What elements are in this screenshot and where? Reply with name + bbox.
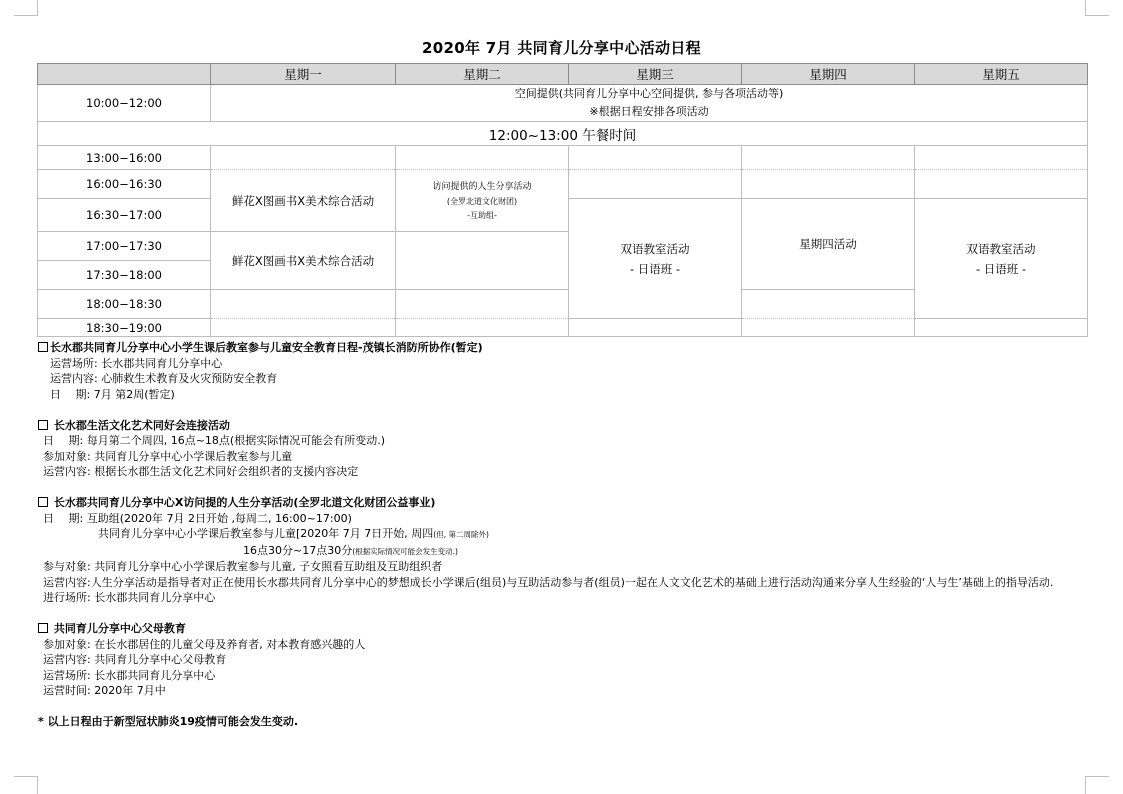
section-heading: 长水郡共同育儿分享中心小学生课后教室参与儿童安全教育日程-茂镇长消防所协作(暂定) [38, 340, 1098, 356]
table-row [38, 146, 1088, 170]
empty-cell [211, 290, 396, 319]
tuesday-activity-group: -互助组- [467, 210, 497, 220]
empty-cell [915, 170, 1088, 199]
wednesday-activity-title: 双语教室活动 [620, 241, 690, 256]
checkbox-square-icon [38, 623, 48, 633]
time-cell: 10:00−12:00 [38, 85, 211, 122]
empty-cell [396, 232, 569, 290]
empty-cell [211, 319, 396, 337]
empty-cell [569, 146, 742, 170]
schedule-table [37, 63, 1088, 337]
table-row [38, 319, 1088, 337]
note-line: 运营内容: 根据长水郡生活文化艺术同好会组织者的支援内容决定 [43, 465, 359, 478]
wednesday-activity-class: - 日语班 - [629, 261, 681, 276]
note-line: 参加对象: 共同育儿分享中心小学课后教室参与儿童 [43, 449, 293, 463]
section-heading: 共同育儿分享中心父母教育 [38, 621, 1098, 637]
empty-cell [396, 146, 569, 170]
empty-cell [211, 146, 396, 170]
notes-section [38, 340, 1098, 730]
empty-cell [742, 319, 915, 337]
time-cell: 16:00−16:30 [38, 170, 211, 199]
checkbox-square-icon [38, 420, 48, 430]
section-heading: 长水郡生活文化艺术同好会连接活动 [38, 418, 1098, 434]
empty-cell [915, 319, 1088, 337]
empty-cell [569, 319, 742, 337]
table-row [38, 122, 1088, 146]
friday-activity-cell [915, 199, 1088, 319]
friday-activity-class: - 日语班 - [975, 261, 1027, 276]
empty-cell [742, 170, 915, 199]
morning-line-2: ※根据日程安排各项活动 [589, 105, 709, 118]
note-line: 日 期: 每月第二个周四, 16点~18点(根据实际情况可能会有所变动.) [43, 434, 385, 447]
morning-activity-cell [211, 85, 1088, 122]
note-line: 运营时间: 2020年 7月中 [43, 684, 166, 697]
empty-cell [742, 146, 915, 170]
page-corner-mark [1085, 776, 1109, 794]
page-corner-mark [1085, 0, 1109, 16]
note-line: 共同育儿分享中心小学课后教室参与儿童[2020年 7月 7日开始, 周四(但, 第二周除外) [98, 527, 489, 540]
time-cell: 17:00−17:30 [38, 232, 211, 261]
note-line: 进行场所: 长水郡共同育儿分享中心 [43, 591, 216, 604]
checkbox-square-icon [38, 342, 48, 352]
weekday-header: 星期五 [915, 64, 1088, 85]
time-cell: 18:00−18:30 [38, 290, 211, 319]
note-line: 日 期: 7月 第2周(暂定) [50, 387, 175, 401]
monday-activity-cell: 鲜花X图画书X美术综合活动 [211, 232, 396, 290]
empty-cell [915, 146, 1088, 170]
tuesday-activity-cell [396, 170, 569, 232]
table-header-row [38, 64, 1088, 85]
time-header-cell [38, 64, 211, 85]
note-paragraph: 运营内容:人生分享活动是指导者对正在使用长水郡共同育儿分享中心的梦想成长小学课后(组员)与互助活动参与者(组员)一起在人文文化艺术的基础上进行活动沟通来分享人生经验的‘人与生’基础上的指导活动. [43, 575, 1054, 589]
tuesday-activity-title: 访问提供的人生分享活动 [432, 181, 532, 192]
note-line: 参与对象: 共同育儿分享中心小学课后教室参与儿童, 子女照看互助组及互助组织者 [43, 560, 443, 573]
empty-cell [569, 170, 742, 199]
page-corner-mark [14, 776, 38, 794]
morning-line-1: 空间提供(共同育儿分享中心空间提供, 参与各项活动等) [514, 87, 784, 100]
empty-cell [396, 290, 569, 319]
weekday-header: 星期三 [569, 64, 742, 85]
checkbox-square-icon [38, 497, 48, 507]
page-corner-mark [14, 0, 38, 16]
weekday-header: 星期四 [742, 64, 915, 85]
thursday-activity-cell: 星期四活动 [742, 199, 915, 290]
note-line: 日 期: 互助组(2020年 7月 2日开始 ,每周二, 16:00~17:00) [43, 511, 352, 525]
empty-cell [742, 290, 915, 319]
time-cell: 16:30−17:00 [38, 199, 211, 232]
time-cell: 13:00−16:00 [38, 146, 211, 170]
note-line: 运营场所: 长水郡共同育儿分享中心 [50, 356, 223, 370]
note-line: 运营内容: 共同育儿分享中心父母教育 [43, 653, 227, 666]
empty-cell [396, 319, 569, 337]
table-row [38, 170, 1088, 199]
note-line: 参加对象: 在长水郡居住的儿童父母及养育者, 对本教育感兴趣的人 [43, 637, 366, 651]
lunch-cell: 12:00~13:00 午餐时间 [38, 122, 1088, 146]
weekday-header: 星期一 [211, 64, 396, 85]
table-row [38, 85, 1088, 122]
note-line: 运营场所: 长水郡共同育儿分享中心 [43, 668, 216, 682]
section-heading: 长水郡共同育儿分享中心X访问提的人生分享活动(全罗北道文化财团公益事业) [38, 495, 1098, 511]
note-line: 运营内容: 心肺救生术教育及火灾预防安全教育 [50, 372, 278, 385]
document-title: 2020年 7月 共同育儿分享中心活动日程 [422, 39, 701, 57]
wednesday-activity-cell [569, 199, 742, 319]
note-line: 16点30分~17点30分(根据实际情况可能会发生变动.) [243, 543, 458, 557]
friday-activity-title: 双语教室活动 [966, 241, 1036, 256]
tuesday-activity-org: (全罗北道文化财团) [446, 196, 518, 206]
time-cell: 18:30−19:00 [38, 319, 211, 337]
weekday-header: 星期二 [396, 64, 569, 85]
footer-note: * 以上日程由于新型冠状肺炎19疫情可能会发生变动. [38, 715, 299, 728]
time-cell: 17:30−18:00 [38, 261, 211, 290]
monday-activity-cell: 鲜花X图画书X美术综合活动 [211, 170, 396, 232]
